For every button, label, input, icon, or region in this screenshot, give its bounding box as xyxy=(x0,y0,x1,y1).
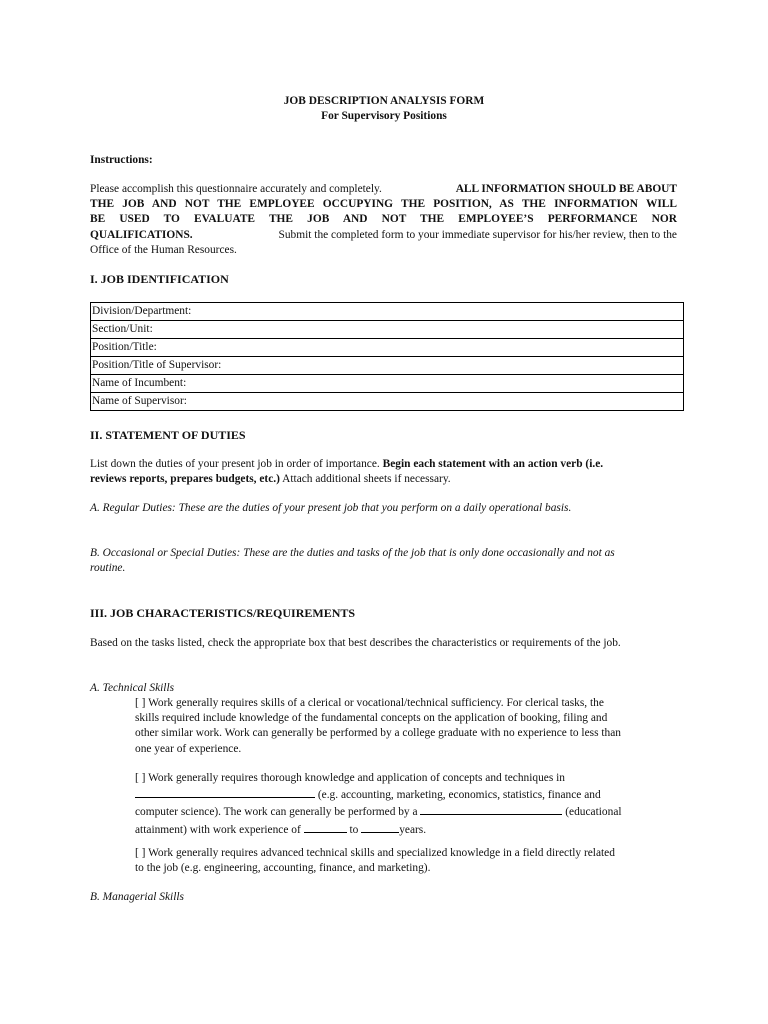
technical-option-3[interactable] xyxy=(135,846,675,876)
duties-instructions-line-1 xyxy=(90,457,680,472)
option-2-years: years. xyxy=(399,823,427,836)
option-1-line-1: [ ] Work generally requires skills of a clerical or vocational/technical sufficiency. For clerical tasks, the xyxy=(135,697,604,709)
instructions-emphasis-3: BE USED TO EVALUATE THE JOB AND NOT THE EMPLOYEE’S PERFORMANCE NOR xyxy=(90,213,677,226)
option-2-line-4 xyxy=(135,821,675,838)
occasional-duties-line-2: routine. xyxy=(90,562,126,575)
duties-intro-text: List down the duties of your present job in order of importance. xyxy=(90,458,380,470)
incumbent-name-field[interactable]: Name of Incumbent: xyxy=(91,375,684,393)
supervisor-position-field[interactable]: Position/Title of Supervisor: xyxy=(91,357,684,375)
division-department-field[interactable]: Division/Department: xyxy=(91,303,684,321)
option-2-performed-by: computer science). The work can generally be performed by a xyxy=(135,806,418,819)
duties-intro-bold: Begin each statement with an action verb (i.e. xyxy=(382,458,604,470)
instructions-office: Office of the Human Resources. xyxy=(90,243,237,256)
option-2-experience-of: attainment) with work experience of xyxy=(135,823,301,836)
instructions-label: Instructions: xyxy=(90,154,153,166)
table-row xyxy=(91,339,684,357)
duties-instructions-line-2 xyxy=(90,472,680,487)
instructions-qualifications: QUALIFICATIONS. xyxy=(90,228,193,241)
educational-attainment-blank[interactable] xyxy=(420,803,562,815)
section-job-identification-heading: I. JOB IDENTIFICATION xyxy=(90,272,229,286)
experience-min-blank[interactable] xyxy=(304,821,347,833)
technical-option-1[interactable] xyxy=(135,696,675,757)
duties-intro-attach: Attach additional sheets if necessary. xyxy=(282,473,451,486)
managerial-skills-heading: B. Managerial Skills xyxy=(90,891,184,903)
characteristics-intro: Based on the tasks listed, check the appropriate box that best describes the characteristics or requirements of the job. xyxy=(90,637,621,649)
instructions-submit: Submit the completed form to your immediate supervisor for his/her review, then to the xyxy=(278,228,677,241)
table-row xyxy=(91,357,684,375)
option-1-line-3: other similar work. Work can generally be performed by a college graduate with no experience to less than xyxy=(135,727,621,740)
option-2-to: to xyxy=(349,823,359,836)
section-unit-field[interactable]: Section/Unit: xyxy=(91,321,684,339)
technical-skills-heading: A. Technical Skills xyxy=(90,682,175,694)
technical-option-2[interactable] xyxy=(135,771,675,838)
table-row xyxy=(91,303,684,321)
option-3-line-1: [ ] Work generally requires advanced technical skills and specialized knowledge in a field directly related xyxy=(135,847,615,859)
experience-max-blank[interactable] xyxy=(361,821,399,833)
option-3-line-2: to the job (e.g. engineering, accounting, finance, and marketing). xyxy=(135,862,431,875)
instructions-line-4 xyxy=(90,228,677,243)
duties-intro-examples: reviews reports, prepares budgets, etc.) xyxy=(90,473,280,486)
option-2-line-3 xyxy=(135,803,675,820)
occasional-duties-line-1: B. Occasional or Special Duties: These are the duties and tasks of the job that is only done occasionally and not as xyxy=(90,547,615,559)
form-subtitle: For Supervisory Positions xyxy=(321,110,447,122)
occasional-duties-text xyxy=(90,546,690,576)
option-2-examples: (e.g. accounting, marketing, economics, statistics, finance and xyxy=(317,789,601,802)
supervisor-name-field[interactable]: Name of Supervisor: xyxy=(91,393,684,411)
option-1-line-4: one year of experience. xyxy=(135,742,242,755)
instructions-intro: Please accomplish this questionnaire accurately and completely. xyxy=(90,183,382,195)
regular-duties-text: A. Regular Duties: These are the duties of your present job that you perform on a daily operational basis. xyxy=(90,502,572,514)
table-row xyxy=(91,321,684,339)
section-job-characteristics-heading: III. JOB CHARACTERISTICS/REQUIREMENTS xyxy=(90,606,356,620)
form-title: JOB DESCRIPTION ANALYSIS FORM xyxy=(283,95,485,107)
instructions-line-1 xyxy=(90,182,677,197)
option-1-line-2: skills required include knowledge of the fundamental concepts on the application of booking, filing and xyxy=(135,712,608,725)
position-title-field[interactable]: Position/Title: xyxy=(91,339,684,357)
option-2-educational: (educational xyxy=(565,806,622,819)
duties-instructions xyxy=(90,457,680,487)
table-row xyxy=(91,375,684,393)
table-row xyxy=(91,393,684,411)
instructions-emphasis-1: ALL INFORMATION SHOULD BE ABOUT xyxy=(455,183,677,195)
instructions-paragraph xyxy=(90,182,677,258)
option-2-line-2 xyxy=(135,786,675,803)
field-of-study-blank[interactable] xyxy=(135,786,315,798)
job-identification-table xyxy=(90,302,684,411)
option-2-line-1: [ ] Work generally requires thorough knowledge and application of concepts and techniques in xyxy=(135,772,566,784)
section-statement-of-duties-heading: II. STATEMENT OF DUTIES xyxy=(90,428,246,442)
instructions-emphasis-2: THE JOB AND NOT THE EMPLOYEE OCCUPYING THE POSITION, AS THE INFORMATION WILL xyxy=(90,198,677,211)
